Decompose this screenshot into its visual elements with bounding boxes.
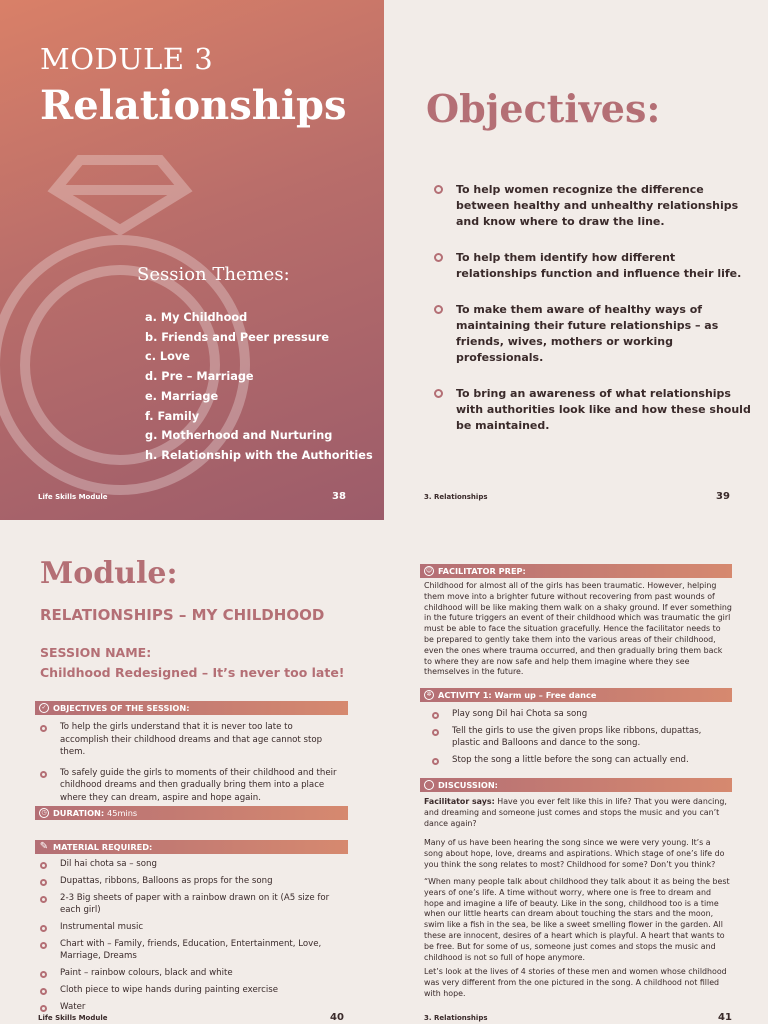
- circle-bullet-icon: [40, 988, 47, 995]
- objective-item: To make them aware of healthy ways of maintaining their future relationships – as friends, wives, mothers or working professionals.: [434, 302, 754, 366]
- circle-bullet-icon: [432, 729, 439, 736]
- circle-bullet-icon: [40, 942, 47, 949]
- circle-bullet-icon: [434, 305, 443, 314]
- objectives-heading: Objectives:: [426, 86, 661, 131]
- circle-bullet-icon: [40, 1005, 47, 1012]
- material-section-header: ✎ MATERIAL REQUIRED:: [35, 840, 348, 854]
- activity-header: ✲ ACTIVITY 1: Warm up – Free dance: [420, 688, 732, 702]
- facilitator-prep-header: ☺ FACILITATOR PREP:: [420, 564, 732, 578]
- discussion-header: DISCUSSION:: [420, 778, 732, 792]
- session-themes-heading: Session Themes:: [137, 264, 290, 285]
- theme-item: g. Motherhood and Nurturing: [145, 429, 333, 443]
- circle-bullet-icon: [40, 862, 47, 869]
- list-item: To help the girls understand that it is never too late to accomplish their childhood dreams and that age cannot stop them.: [40, 721, 340, 759]
- list-item: Play song Dil hai Chota sa song: [432, 708, 732, 721]
- theme-item: h. Relationship with the Authorities: [145, 448, 373, 462]
- discussion-paragraph: “When many people talk about childhood they talk about it as being the best years of one’s life. A time without worry, where one is free to dream and hope and imagine a life of beauty. Like in the song, childhood too is a time when our little hearts can dream about touching the stars and the moon, swim like a fish in the sea, be like a sweet smelling flower in the garden. All these are innocent, desires of a heart which is playful. A heart that wants to be free. But for some of us, someone just comes and stops the music and childhood is not so full of hope anymore.: [424, 877, 730, 962]
- list-item: Water: [40, 1001, 345, 1014]
- circle-bullet-icon: [40, 925, 47, 932]
- objectives-list: [434, 182, 754, 434]
- discussion-paragraph: Many of us have been hearing the song since we were very young. It’s a song about hope, love, dreams and aspirations. Which stage of one’s life do you think the song relates to most? Childhood for some? Don’t you think?: [424, 838, 725, 869]
- list-item: 2-3 Big sheets of paper with a rainbow drawn on it (A5 size for each girl): [40, 892, 345, 917]
- list-item: Tell the girls to use the given props like ribbons, dupattas, plastic and Balloons and dance to the song.: [432, 725, 732, 750]
- gear-icon: ✲: [424, 690, 434, 700]
- circle-bullet-icon: [40, 879, 47, 886]
- discussion-paragraph: Let’s look at the lives of 4 stories of these men and women whose childhood was very different from the one pictured in the song. A childhood not filled with hope.: [424, 967, 727, 998]
- page-40-module: [0, 520, 384, 1024]
- circle-bullet-icon: [40, 896, 47, 903]
- page-38-cover: [0, 0, 384, 520]
- list-item: To safely guide the girls to moments of their childhood and their childhood dreams and then gradually bring them into a place where they can dream, aspire and hope again.: [40, 767, 340, 805]
- list-item: Chart with – Family, friends, Education, Entertainment, Love, Marriage, Dreams: [40, 938, 345, 963]
- list-item: Instrumental music: [40, 921, 345, 934]
- person-icon: ☺: [425, 567, 433, 574]
- objective-item: To bring an awareness of what relationships with authorities look like and how these should be maintained.: [434, 386, 754, 434]
- materials-list: [40, 858, 345, 1017]
- duration-section-header: ◷ DURATION: 45mins: [35, 806, 348, 820]
- list-item: Dil hai chota sa – song: [40, 858, 345, 871]
- module-label: MODULE 3: [40, 42, 214, 76]
- circle-bullet-icon: [40, 971, 47, 978]
- list-item: Cloth piece to wipe hands during painting exercise: [40, 984, 345, 997]
- page-footer: 3. Relationships: [424, 1014, 488, 1022]
- list-item: Dupattas, ribbons, Balloons as props for the song: [40, 875, 345, 888]
- session-objectives-list: [40, 721, 340, 812]
- objectives-section-header: ✓ OBJECTIVES OF THE SESSION:: [35, 701, 348, 715]
- page-footer: 3. Relationships: [424, 493, 488, 501]
- page-39-objectives: [384, 0, 768, 520]
- page-number: 38: [332, 491, 346, 502]
- objective-item: To help women recognize the difference between healthy and unhealthy relationships and know where to draw the line.: [434, 182, 754, 230]
- circle-bullet-icon: [40, 725, 47, 732]
- circle-bullet-icon: [432, 712, 439, 719]
- objective-item: To help them identify how different relationships function and influence their life.: [434, 250, 754, 282]
- theme-item: b. Friends and Peer pressure: [145, 330, 330, 344]
- circle-bullet-icon: [432, 758, 439, 765]
- module-title: Relationships: [40, 82, 347, 129]
- pencil-icon: ✎: [39, 841, 49, 852]
- check-icon: ✓: [39, 703, 49, 713]
- theme-item: e. Marriage: [145, 389, 219, 403]
- theme-item: d. Pre – Marriage: [145, 370, 254, 384]
- page-footer: Life Skills Module: [38, 493, 108, 501]
- session-name-label: SESSION NAME:: [40, 645, 152, 660]
- page-number: 41: [718, 1012, 732, 1023]
- clock-icon: ◷: [39, 808, 49, 818]
- theme-item: c. Love: [145, 350, 190, 364]
- page-number: 40: [330, 1012, 344, 1023]
- session-themes-list: [145, 308, 373, 466]
- speech-bubble-icon: [424, 780, 434, 790]
- session-name: Childhood Redesigned – It’s never too late!: [40, 665, 345, 680]
- facilitator-says-text: Facilitator says: Have you ever felt like this in life? That you were dancing, and dreaming and someone just comes and stops the music and you can’t dance again?: [424, 797, 727, 828]
- page-footer: Life Skills Module: [38, 1014, 108, 1022]
- circle-bullet-icon: [434, 185, 443, 194]
- module-subtitle: RELATIONSHIPS – MY CHILDHOOD: [40, 606, 325, 624]
- list-item: Paint – rainbow colours, black and white: [40, 967, 345, 980]
- theme-item: f. Family: [145, 409, 200, 423]
- theme-item: a. My Childhood: [145, 311, 248, 324]
- facilitator-prep-text: Childhood for almost all of the girls has been traumatic. However, helping them move into a brighter future without recovering from past wounds of childhood will be like making them walk on a shaky ground. If ever something in the future triggers an event of their childhood which was traumatic the girl must be able to face the situation gracefully. Hence the facilitator needs to be prepared to gently take them into the various areas of their childhood, even the ones where trauma occurred, and then gradually bring them back to where they are now safe and help them imagine where they see themselves in the future.: [424, 581, 732, 677]
- activity-list: [432, 708, 732, 771]
- page-41-facilitator: [384, 520, 768, 1024]
- circle-bullet-icon: [434, 389, 443, 398]
- page-number: 39: [716, 491, 730, 502]
- module-heading: Module:: [40, 556, 178, 591]
- circle-bullet-icon: [40, 771, 47, 778]
- circle-bullet-icon: [434, 253, 443, 262]
- list-item: Stop the song a little before the song can actually end.: [432, 754, 732, 767]
